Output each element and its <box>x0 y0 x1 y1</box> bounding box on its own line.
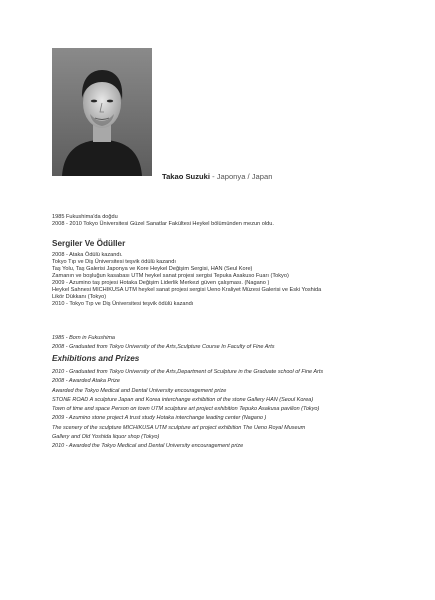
exhibition-item: 2009 - Azumino stone project A trust study Hotaka interchange leading center (Nagano ) <box>52 415 267 422</box>
turkish-section-heading: Sergiler Ve Ödüller <box>52 239 126 248</box>
exhibition-item: The scenery of the sculpture MICHIKUSA UTM sculpture art project exhibition The Ueno Royal Museum <box>52 424 306 431</box>
artist-name-line <box>162 172 272 182</box>
biography-line: 2008 - 2010 Tokyo Üniversitesi Güzel Sanatlar Fakültesi Heykel bölümünden mezun oldu. <box>52 221 274 227</box>
turkish-biography <box>52 214 397 228</box>
artist-origin: - Japonya / Japan <box>209 172 273 181</box>
exhibition-item: 2008 - Ataka Ödülü kazandı. <box>52 252 123 258</box>
portrait-illustration <box>52 48 152 176</box>
turkish-section-heading-wrap <box>52 238 397 249</box>
exhibition-item: Gallery and Old Yoshida liquor shop (Tokyo) <box>52 434 160 441</box>
exhibition-item: 2010 - Graduated from Tokyo University of the Arts,Department of Sculpture in the Graduate school of Fine Arts <box>52 369 324 375</box>
exhibition-item: 2010 - Tokyo Tıp ve Diş Üniversitesi teşvik ödülü kazandı <box>52 301 194 307</box>
biography-line: 2008 - Graduated from Tokyo University of the Arts,Sculpture Course In Faculty of Fine Arts <box>52 344 275 350</box>
exhibition-item: 2009 - Azumino taş projesi Hotaka Değişim Liderlik Merkezi güven çalışması. (Nagano ) <box>52 280 270 286</box>
exhibition-item: Awarded the Tokyo Medical and Dental University encouragement prize <box>52 387 227 394</box>
exhibition-item: Heykel Sahnesi MICHIKUSA UTM heykel sanat projesi sergisi Ueno Kraliyet Müzesi Galerisi ve Eski Yoshida <box>52 287 322 293</box>
artist-name: Takao Suzuki <box>162 172 210 181</box>
exhibition-item: 2010 - Awarded the Tokyo Medical and Dental University encouragement prize <box>52 443 244 450</box>
exhibition-item: Tokyo Tıp ve Diş Üniversitesi teşvik ödülü kazandı <box>52 259 176 265</box>
english-exhibitions-list <box>52 368 397 452</box>
english-section-heading-wrap <box>52 353 397 364</box>
biography-line: 1985 - Born in Fukushima <box>52 335 115 341</box>
exhibition-item: Likör Dükkanı (Tokyo) <box>52 294 107 300</box>
artist-portrait-photo <box>52 48 152 176</box>
exhibition-item: Taş Yolu, Taş Galerisi Japonya ve Kore Heykel Değişim Sergisi, HAN (Seul Kore) <box>52 266 253 272</box>
english-biography <box>52 334 397 352</box>
exhibition-item: STONE ROAD A sculpture Japan and Korea interchange exhibition of the stone Gallery HAN (Seoul Korea) <box>52 396 314 403</box>
english-section-heading: Exhibitions and Prizes <box>52 354 140 363</box>
turkish-exhibitions-list <box>52 252 397 308</box>
biography-line: 1985 Fukushima'da doğdu <box>52 214 118 220</box>
exhibition-item: 2008 - Awarded Ataka Prize <box>52 378 120 385</box>
exhibition-item: Zamanın ve boşluğun kasabası UTM heykel sanat projesi sergisi Tepuka Asakuso Fuarı (Tokyo) <box>52 273 289 279</box>
exhibition-item: Town of time and space Person on town UTM sculpture art project exhibition Tepuko Asakusa pavilion (Tokyo) <box>52 406 320 413</box>
